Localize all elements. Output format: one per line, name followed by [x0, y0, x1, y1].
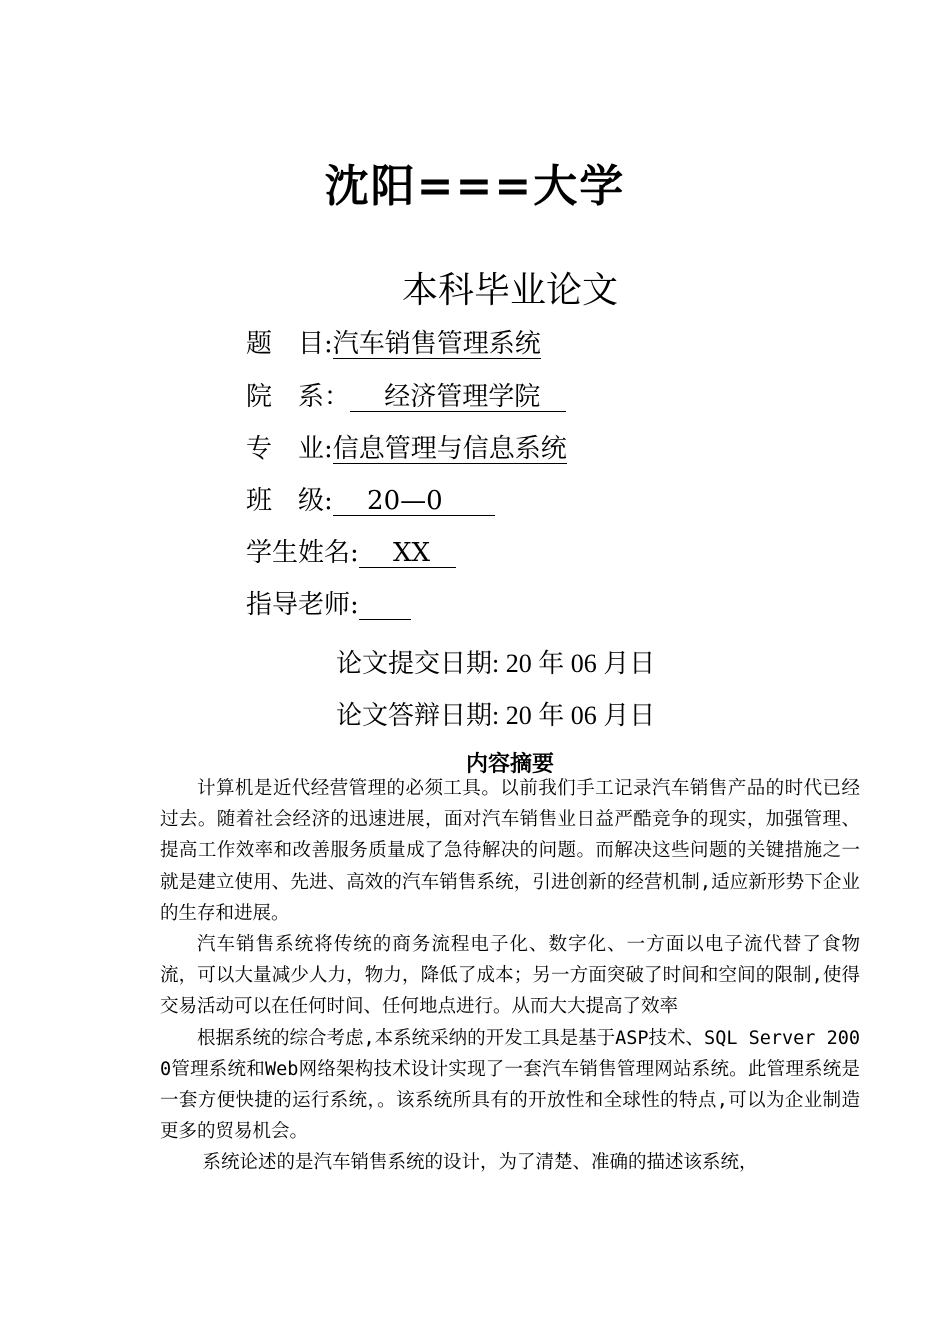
abstract-body — [160, 773, 860, 1179]
abstract-paragraph-2: 汽车销售系统将传统的商务流程电子化、数字化、一方面以电子流代替了食物流，可以大量减少人力，物力，降低了成本；另一方面突破了时间和空间的限制,使得交易活动可以在任何时间、任何地点进行。从而大大提高了效率 — [160, 934, 860, 1018]
field-major-label: 专 业: — [246, 434, 333, 464]
field-class-value: 20—0 — [332, 486, 495, 516]
submit-date: 论文提交日期: 20 年 06 月日 — [336, 649, 656, 678]
abstract-paragraph-4: 系统论述的是汽车销售系统的设计，为了清楚、准确的描述该系统， — [202, 1152, 758, 1174]
field-major — [246, 434, 567, 465]
field-topic-label: 题 目: — [246, 329, 333, 359]
field-student-name-label: 学生姓名: — [246, 538, 359, 568]
abstract-paragraph-3: 根据系统的综合考虑,本系统采纳的开发工具是基于ASP技术、SQL Server 2000管理系统和Web网络架构技术设计实现了一套汽车销售管理网站系统。此管理系统是一套方便快捷的运行系统，。该系统所具有的开放性和全球性的特点,可以为企业制造更多的贸易机会。 — [160, 1027, 860, 1143]
field-department-value: 经济管理学院 — [350, 382, 567, 412]
field-department-label: 院 系： — [246, 382, 351, 412]
university-name: 沈阳===大学 — [324, 161, 626, 212]
field-advisor-value — [359, 592, 411, 620]
field-student-name — [246, 538, 456, 569]
field-class — [246, 486, 495, 517]
field-advisor-label: 指导老师: — [246, 590, 359, 620]
defense-date: 论文答辩日期: 20 年 06 月日 — [336, 701, 656, 730]
field-student-name-value: XX — [358, 538, 457, 568]
field-advisor — [246, 590, 411, 621]
abstract-paragraph-1: 计算机是近代经营管理的必须工具。以前我们手工记录汽车销售产品的时代已经过去。随着社会经济的迅速进展，面对汽车销售业日益严酷竞争的现实，加强管理、提高工作效率和改善服务质量成了急待解决的问题。而解决这些问题的关键措施之一就是建立使用、先进、高效的汽车销售系统，引进创新的经营机制,适应新形势下企业的生存和进展。 — [160, 778, 860, 924]
field-topic-value: 汽车销售管理系统 — [332, 329, 541, 359]
thesis-type-title: 本科毕业论文 — [401, 270, 618, 311]
abstract-title: 内容摘要 — [465, 752, 554, 777]
field-topic — [246, 329, 541, 360]
field-department — [246, 382, 566, 413]
field-major-value: 信息管理与信息系统 — [332, 434, 567, 464]
field-class-label: 班 级: — [246, 486, 333, 516]
